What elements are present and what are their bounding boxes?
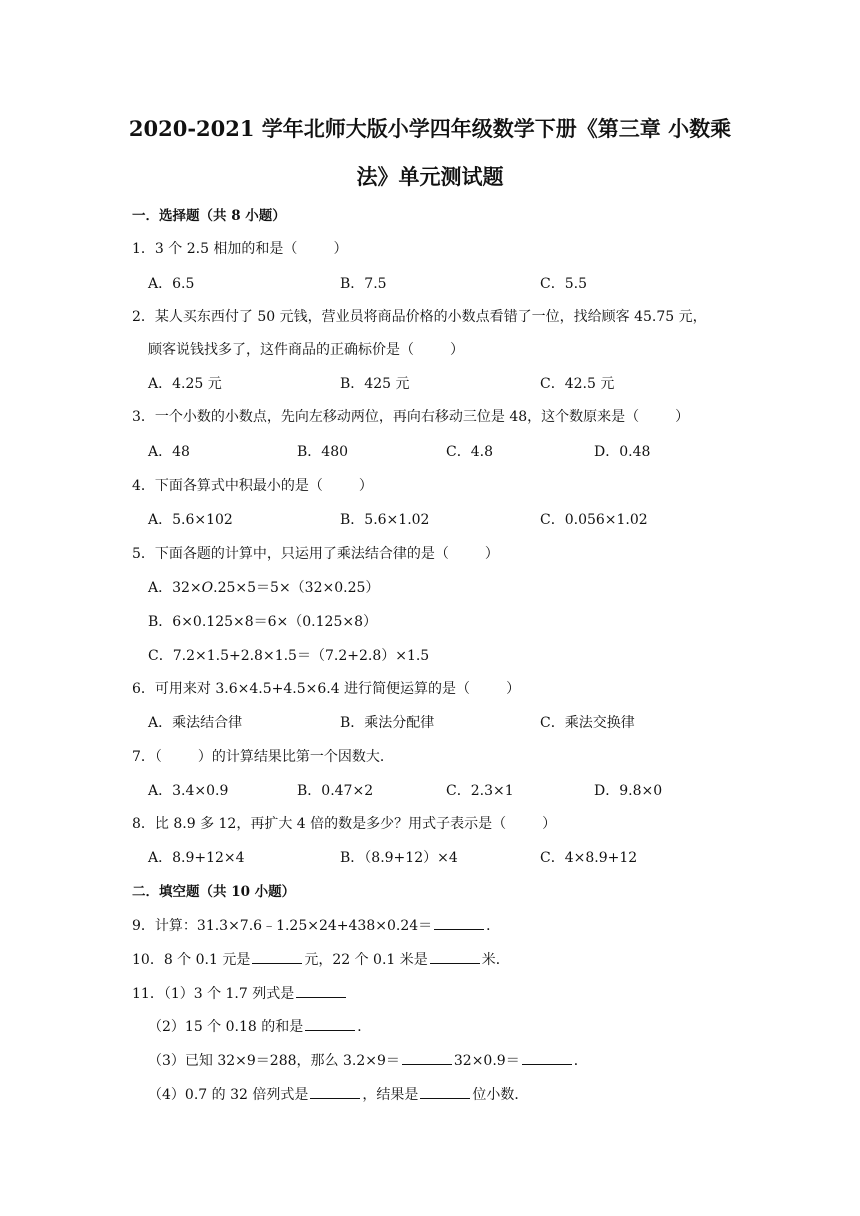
section-heading-fill-in: 二．填空题（共 10 小题） [132, 884, 296, 900]
question-11-part-2 [148, 1016, 371, 1036]
question-5-option-a-italic: O [201, 580, 214, 596]
question-8-stem: 8．比 8.9 多 12，再扩大 4 倍的数是多少？用式子表示是（ [132, 816, 507, 832]
question-2-stem: 2．某人买东西付了 50 元钱，营业员将商品价格的小数点看错了一位，找给顾客 45.75 元， [132, 309, 707, 325]
question-11-part-4-text: （4）0.7 的 32 倍列式是 [148, 1087, 309, 1103]
question-3-close: ） [675, 409, 690, 425]
question-7-option-a: A．3.4×0.9 [148, 783, 229, 799]
question-11-part-3-text: （3）已知 32×9＝288，那么 3.2×9＝ [148, 1053, 400, 1069]
answer-blank[interactable] [522, 1051, 572, 1065]
question-2-close: ） [450, 342, 464, 358]
question-1-option-c: C．5.5 [540, 276, 587, 292]
question-5-option-a-post: .25×5＝5×（32×0.25） [213, 580, 380, 596]
question-2-stem-line-2: 顾客说钱找多了，这件商品的正确标价是（ [148, 342, 414, 358]
question-1 [132, 238, 347, 258]
question-11-part-2-end: ． [357, 1019, 372, 1035]
question-4-option-a: A．5.6×102 [148, 512, 233, 528]
question-4 [132, 475, 373, 495]
question-11-part-1-text: 11．（1）3 个 1.7 列式是 [132, 986, 295, 1002]
question-9-stem: 9．计算：31.3×7.6﹣1.25×24+438×0.24＝ [132, 918, 433, 934]
question-6 [132, 678, 520, 698]
question-3-option-d: D．0.48 [594, 444, 651, 460]
question-2 [148, 339, 464, 359]
question-3-option-a: A．48 [148, 444, 190, 460]
page-title-line-2: 法》单元测试题 [356, 164, 504, 189]
question-5-option-a [148, 577, 379, 597]
question-5-stem: 5．下面各题的计算中，只运用了乘法结合律的是（ [132, 546, 449, 562]
question-3 [132, 406, 689, 426]
question-10 [132, 949, 510, 969]
answer-blank[interactable] [310, 1085, 360, 1099]
question-4-option-c: C．0.056×1.02 [540, 512, 648, 528]
question-7-option-b: B．0.47×2 [297, 783, 374, 799]
question-6-option-b: B．乘法分配律 [340, 715, 435, 731]
question-2-option-b: B．425 元 [340, 376, 410, 392]
question-5-option-c: C．7.2×1.5+2.8×1.5＝（7.2+2.8）×1.5 [148, 648, 430, 664]
question-6-option-c: C．乘法交换律 [540, 715, 635, 731]
question-6-stem: 6．可用来对 3.6×4.5+4.5×6.4 进行简便运算的是（ [132, 681, 471, 697]
question-7-option-c: C．2.3×1 [446, 783, 514, 799]
question-5-option-b: B．6×0.125×8＝6×（0.125×8） [148, 614, 377, 630]
question-11-part-3-mid: 32×0.9＝ [453, 1053, 520, 1069]
question-10-part-2: 元，22 个 0.1 米是 [304, 952, 428, 968]
question-4-option-b: B．5.6×1.02 [340, 512, 430, 528]
question-11-part-3-end: ． [573, 1053, 588, 1069]
question-1-stem: 1．3 个 2.5 相加的和是（ [132, 241, 298, 257]
question-7-open: 7．（ [132, 749, 162, 765]
question-9 [132, 915, 500, 935]
question-4-stem: 4．下面各算式中积最小的是（ [132, 478, 323, 494]
answer-blank[interactable] [252, 950, 302, 964]
question-2-option-a: A．4.25 元 [148, 376, 222, 392]
section-heading-choice: 一．选择题（共 8 小题） [132, 208, 286, 224]
question-1-option-b: B．7.5 [340, 276, 387, 292]
answer-blank[interactable] [402, 1051, 452, 1065]
question-11-part-1 [132, 983, 348, 1003]
question-8-option-c: C．4×8.9+12 [540, 850, 638, 866]
question-8-option-a: A．8.9+12×4 [148, 850, 245, 866]
question-11-part-4 [148, 1084, 528, 1104]
question-4-close: ） [358, 478, 373, 494]
question-8-close: ） [542, 816, 557, 832]
question-3-stem: 3．一个小数的小数点，先向左移动两位，再向右移动三位是 48，这个数原来是（ [132, 409, 640, 425]
answer-blank[interactable] [296, 984, 346, 998]
question-11-part-4-mid: ，结果是 [362, 1087, 419, 1103]
question-7-option-d: D．9.8×0 [594, 783, 663, 799]
question-10-part-3: 米． [481, 952, 510, 968]
question-7-stem: ）的计算结果比第一个因数大． [197, 749, 394, 765]
question-3-option-c: C．4.8 [446, 444, 493, 460]
question-8-option-b: B．（8.9+12）×4 [340, 850, 458, 866]
question-1-close: ） [333, 241, 348, 257]
answer-blank[interactable] [434, 916, 484, 930]
question-3-option-b: B．480 [297, 444, 349, 460]
question-1-option-a: A．6.5 [148, 276, 195, 292]
question-8 [132, 813, 556, 833]
answer-blank[interactable] [430, 950, 480, 964]
page-title-line-1: 2020-2021 学年北师大版小学四年级数学下册《第三章 小数乘 [128, 116, 732, 141]
question-9-end: ． [486, 918, 501, 934]
question-2-option-c: C．42.5 元 [540, 376, 615, 392]
question-6-option-a: A．乘法结合律 [148, 715, 243, 731]
question-7 [132, 746, 394, 766]
answer-blank[interactable] [305, 1017, 355, 1031]
question-5 [132, 543, 499, 563]
question-10-part-1: 10．8 个 0.1 元是 [132, 952, 251, 968]
question-11-part-4-end: 位小数． [472, 1087, 529, 1103]
answer-blank[interactable] [420, 1085, 470, 1099]
question-5-close: ） [484, 546, 499, 562]
question-5-option-a-pre: A．32× [148, 580, 202, 596]
question-11-part-2-text: （2）15 个 0.18 的和是 [148, 1019, 304, 1035]
question-6-close: ） [506, 681, 521, 697]
question-11-part-3 [148, 1050, 588, 1070]
